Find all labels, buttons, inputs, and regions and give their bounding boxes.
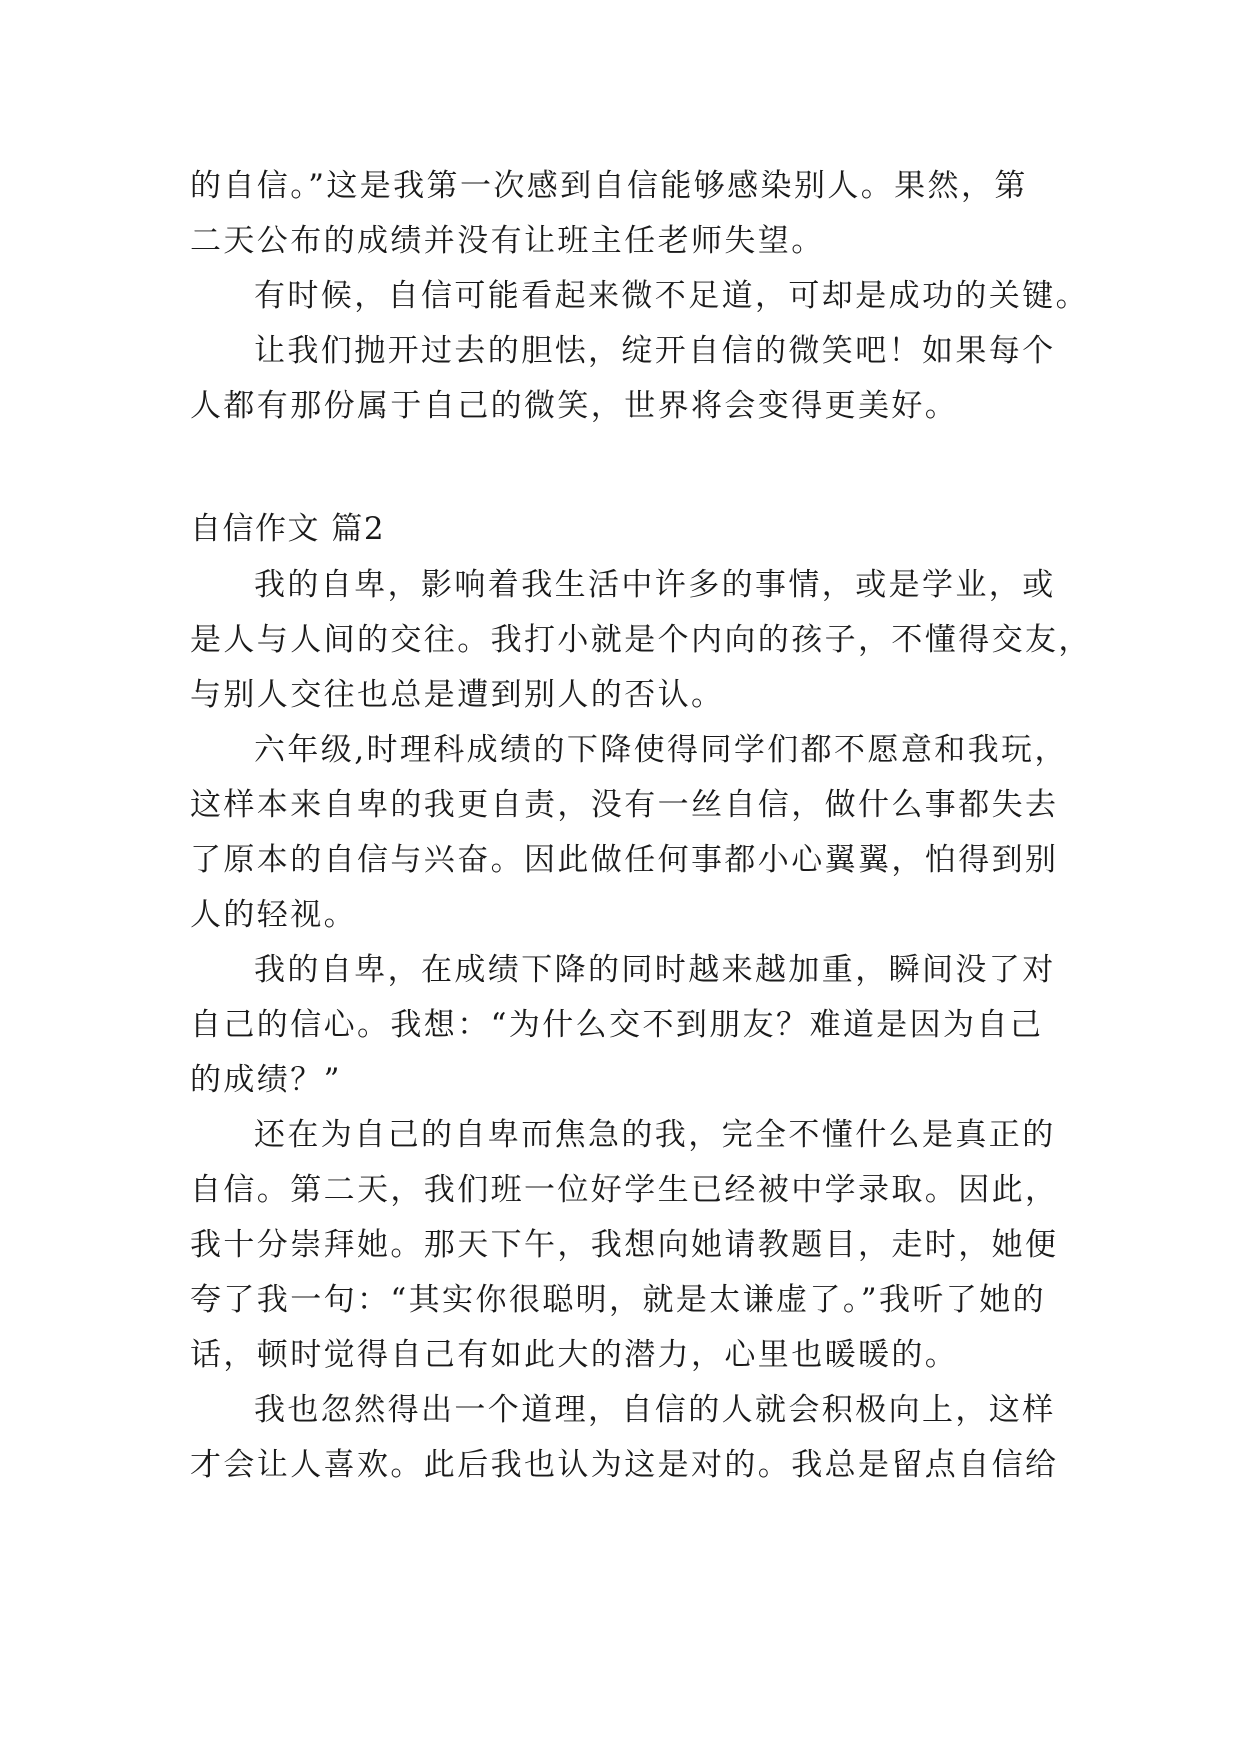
text-line: 话，顿时觉得自己有如此大的潜力，心里也暖暖的。 (190, 1337, 959, 1373)
text-line: 我十分崇拜她。那天下午，我想向她请教题目，走时，她便 (190, 1227, 1059, 1263)
paragraph-start: 六年级,时理科成绩的下降使得同学们都不愿意和我玩， (254, 732, 1068, 768)
text-line: 自信。第二天，我们班一位好学生已经被中学录取。因此， (190, 1172, 1059, 1208)
paragraph-start: 让我们抛开过去的胆怯，绽开自信的微笑吧！如果每个 (254, 333, 1056, 369)
paragraph-start: 有时候，自信可能看起来微不足道，可却是成功的关键。 (254, 278, 1089, 314)
text-line: 的成绩？” (190, 1062, 342, 1098)
text-line: 才会让人喜欢。此后我也认为这是对的。我总是留点自信给 (190, 1447, 1059, 1483)
text-line: 的自信。”这是我第一次感到自信能够感染别人。果然，第 (190, 168, 1028, 204)
text-line: 自己的信心。我想：“为什么交不到朋友？难道是因为自己 (190, 1007, 1044, 1043)
text-line: 这样本来自卑的我更自责，没有一丝自信，做什么事都失去 (190, 787, 1059, 823)
text-line: 是人与人间的交往。我打小就是个内向的孩子，不懂得交友， (190, 622, 1092, 658)
text-line: 与别人交往也总是遭到别人的否认。 (190, 677, 725, 713)
text-line: 二天公布的成绩并没有让班主任老师失望。 (190, 223, 825, 259)
paragraph-start: 我的自卑，影响着我生活中许多的事情，或是学业，或 (254, 567, 1056, 603)
text-line: 夸了我一句：“其实你很聪明，就是太谦虚了。”我听了她的 (190, 1282, 1046, 1318)
text-line: 了原本的自信与兴奋。因此做任何事都小心翼翼，怕得到别 (190, 842, 1059, 878)
paragraph-start: 还在为自己的自卑而焦急的我，完全不懂什么是真正的 (254, 1117, 1056, 1153)
paragraph-start: 我的自卑，在成绩下降的同时越来越加重，瞬间没了对 (254, 952, 1056, 988)
section-heading: 自信作文 篇2 (190, 511, 386, 547)
text-line: 人都有那份属于自己的微笑，世界将会变得更美好。 (190, 388, 959, 424)
text-line: 人的轻视。 (190, 897, 357, 933)
paragraph-start: 我也忽然得出一个道理，自信的人就会积极向上，这样 (254, 1392, 1056, 1428)
